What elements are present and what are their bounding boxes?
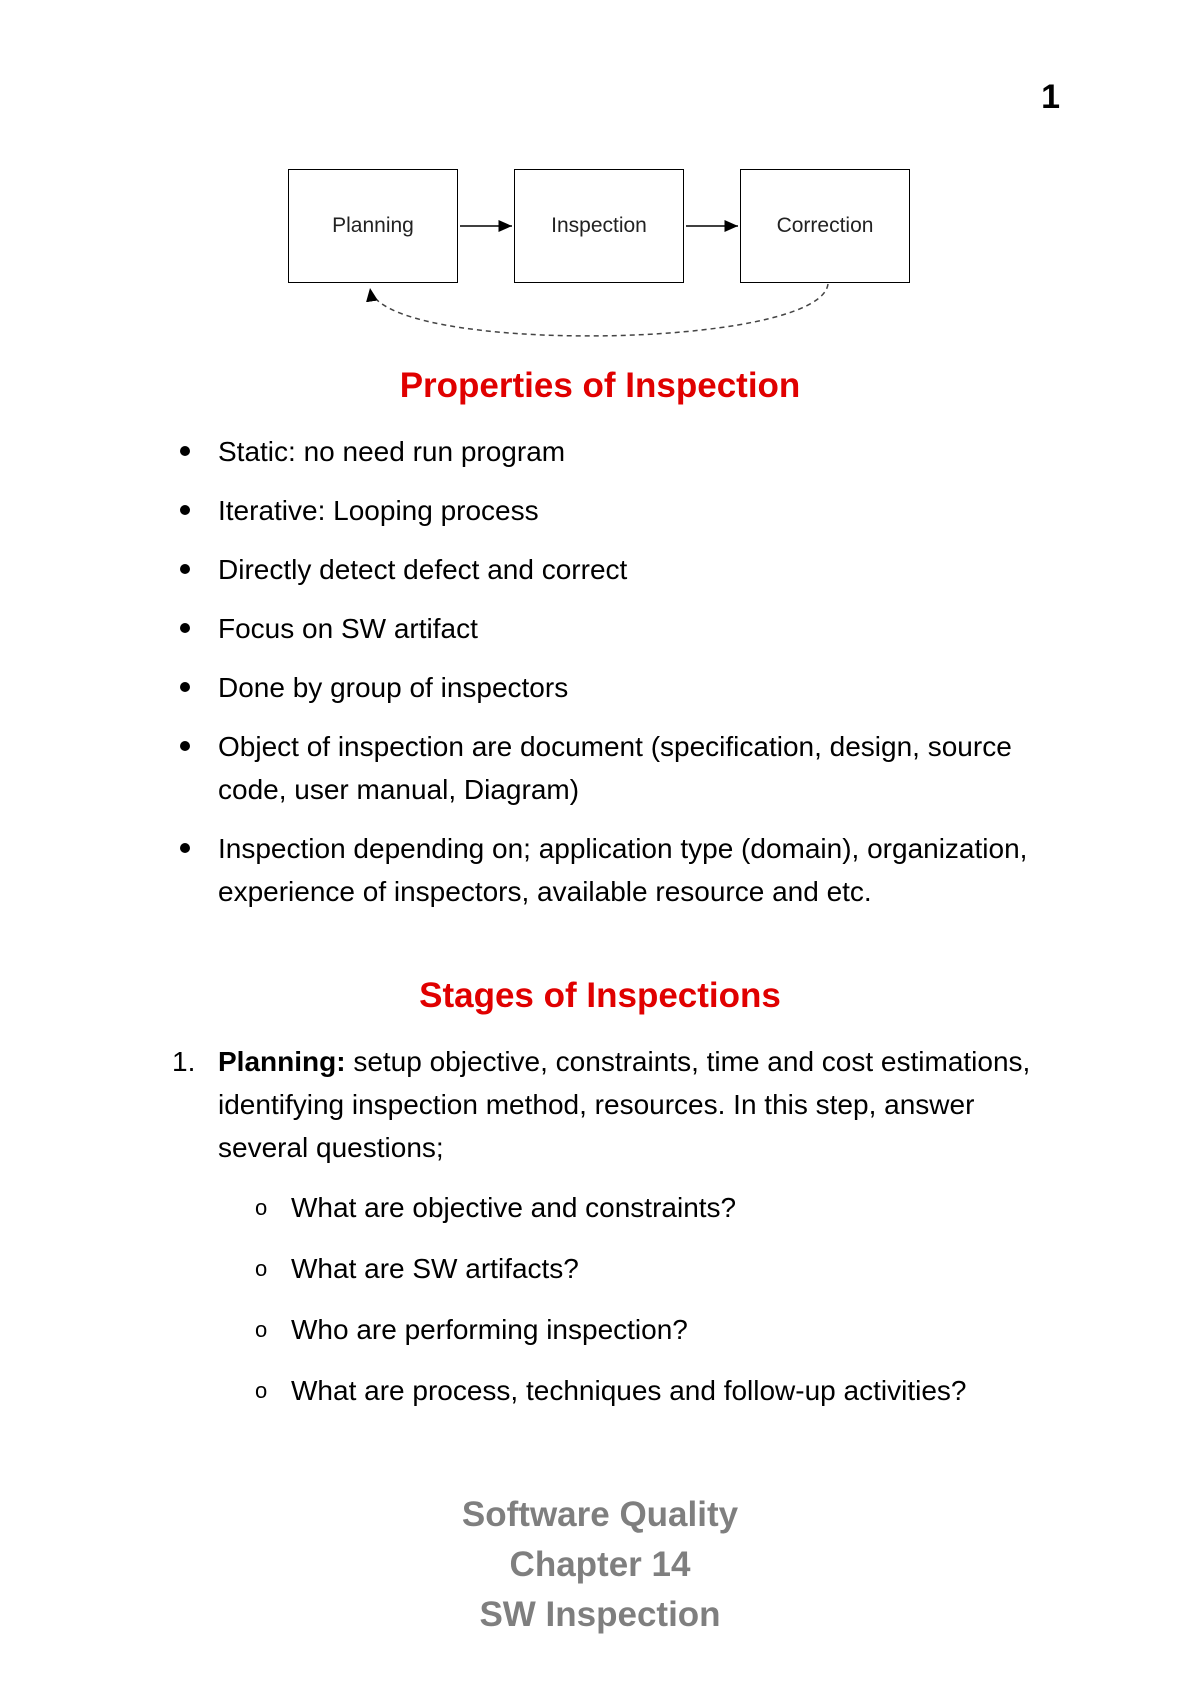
bullet-icon: [180, 446, 190, 456]
list-item-text: Object of inspection are document (specification, design, source code, user manual, Diagram): [218, 731, 1012, 805]
stages-heading: Stages of Inspections: [419, 976, 781, 1015]
stage-planning: [172, 1040, 1072, 1169]
bullet-icon: [180, 843, 190, 853]
list-item-text: Iterative: Looping process: [218, 495, 539, 526]
bullet-icon: [180, 741, 190, 751]
circle-bullet-icon: o: [255, 1378, 268, 1403]
list-item: [175, 548, 1075, 591]
list-item: [255, 1247, 1075, 1290]
process-diagram: [0, 0, 1200, 360]
bullet-icon: [180, 682, 190, 692]
footer-topic: SW Inspection: [479, 1595, 721, 1634]
list-item: [175, 607, 1075, 650]
planning-questions-list: [255, 1186, 1075, 1430]
page-number: 1: [1041, 78, 1060, 116]
list-item: [175, 827, 1075, 913]
footer-chapter: Chapter 14: [509, 1545, 691, 1584]
list-item-text: What are SW artifacts?: [291, 1253, 579, 1284]
properties-list: [175, 430, 1075, 929]
list-item-text: What are process, techniques and follow-up activities?: [291, 1375, 967, 1406]
footer: [0, 1490, 1200, 1640]
stage-description: setup objective, constraints, time and cost estimations, identifying inspection method, resources. In this step, answer several questions;: [218, 1046, 1031, 1163]
list-item-text: Inspection depending on; application type (domain), organization, experience of inspectors, available resource and etc.: [218, 833, 1028, 907]
list-item-text: What are objective and constraints?: [291, 1192, 737, 1223]
footer-course: Software Quality: [461, 1495, 739, 1534]
circle-bullet-icon: o: [255, 1317, 268, 1342]
list-item: [175, 666, 1075, 709]
list-item: [255, 1186, 1075, 1229]
node-planning: [288, 169, 458, 283]
arrow-correction-loop-to-planning: [370, 284, 828, 336]
bullet-icon: [180, 564, 190, 574]
circle-bullet-icon: o: [255, 1195, 268, 1220]
node-inspection: [514, 169, 684, 283]
bullet-icon: [180, 505, 190, 515]
node-inspection-label: Inspection: [551, 214, 647, 237]
node-correction-label: Correction: [776, 214, 874, 237]
node-correction: [740, 169, 910, 283]
list-item-text: Focus on SW artifact: [218, 613, 478, 644]
list-item: [175, 489, 1075, 532]
list-item: [255, 1308, 1075, 1351]
stage-number: 1.: [172, 1046, 196, 1077]
list-item-text: Directly detect defect and correct: [218, 554, 628, 585]
list-item-text: Who are performing inspection?: [291, 1314, 688, 1345]
node-planning-label: Planning: [332, 214, 414, 237]
stage-body: [172, 1040, 1072, 1169]
list-item: [255, 1369, 1075, 1412]
stage-term: Planning:: [218, 1046, 346, 1077]
circle-bullet-icon: o: [255, 1256, 268, 1281]
bullet-icon: [180, 623, 190, 633]
list-item-text: Static: no need run program: [218, 436, 566, 467]
properties-heading: Properties of Inspection: [399, 366, 801, 405]
list-item: [175, 725, 1075, 811]
list-item-text: Done by group of inspectors: [218, 672, 569, 703]
list-item: [175, 430, 1075, 473]
